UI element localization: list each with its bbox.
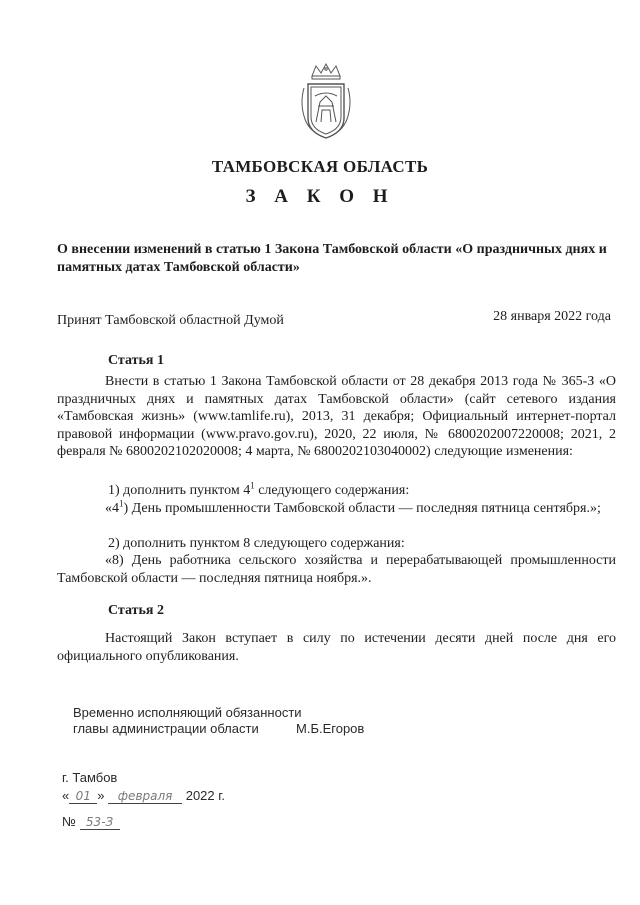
article-1-intro: Внести в статью 1 Закона Тамбовской области от 28 декабря 2013 года № 365-З «О праздничных днях и памятных датах Тамбовской области» (сайт сетевого издания «Тамбовская жизнь» (www.tamlife.ru), 2013, 31 декабря; Официальный интернет-портал правовой информации (www.pravo.gov.ru), 2020, 22 июля, № 6800202007220008; 2021, 2 февраля № 6800202102020008; 4 марта, № 6800202103040002) следующие изменения: (57, 374, 616, 460)
date-month: февраля (108, 789, 182, 804)
signer-position-line-1: Временно исполняющий обязанности (73, 705, 302, 720)
adopted-by: Принят Тамбовской областной Думой (57, 313, 284, 328)
document-type-heading: З А К О Н (245, 186, 395, 207)
signer-name: М.Б.Егоров (296, 721, 365, 736)
article-2-text: Настоящий Закон вступает в силу по истечении десяти дней после дня его официального опубликования. (57, 631, 616, 664)
date-quote-close: » (97, 788, 105, 803)
item-1-text: 1) дополнить пунктом 4 (108, 483, 251, 498)
article-1-heading: Статья 1 (108, 353, 164, 368)
city: г. Тамбов (62, 770, 118, 785)
number-label: № (62, 814, 76, 829)
law-number (62, 814, 120, 830)
signer-position-line-2: главы администрации области (73, 721, 259, 736)
coat-of-arms-emblem (298, 62, 354, 142)
quoted-point-8: «8) День работника сельского хозяйства и перерабатывающей промышленности Тамбовской области — последняя пятница ноября.». (57, 553, 616, 586)
item-1-superscript: 1 (250, 480, 255, 491)
law-title: О внесении изменений в статью 1 Закона Тамбовской области «О праздничных днях и памятных датах Тамбовской области» (57, 242, 607, 275)
article-2-heading: Статья 2 (108, 603, 164, 618)
date-year: 2022 г. (185, 788, 226, 803)
signing-date (62, 788, 225, 804)
amendment-item-1 (108, 482, 409, 500)
quote-4-1-open: «4 (105, 501, 119, 516)
quote-4-1-superscript: 1 (119, 498, 124, 509)
quote-4-1-text: ) День промышленности Тамбовской области — последняя пятница сентября.»; (123, 501, 601, 516)
adoption-date: 28 января 2022 года (493, 309, 611, 324)
date-quote-open: « (62, 788, 70, 803)
number-value: 53-З (80, 815, 120, 830)
item-1-text-rest: следующего содержания: (254, 483, 410, 498)
signer-position (73, 705, 302, 737)
date-day: 01 (69, 789, 97, 804)
region-heading: ТАМБОВСКАЯ ОБЛАСТЬ (211, 157, 429, 176)
quoted-point-4-1 (57, 500, 616, 518)
amendment-item-2: 2) дополнить пунктом 8 следующего содержания: (108, 536, 405, 551)
